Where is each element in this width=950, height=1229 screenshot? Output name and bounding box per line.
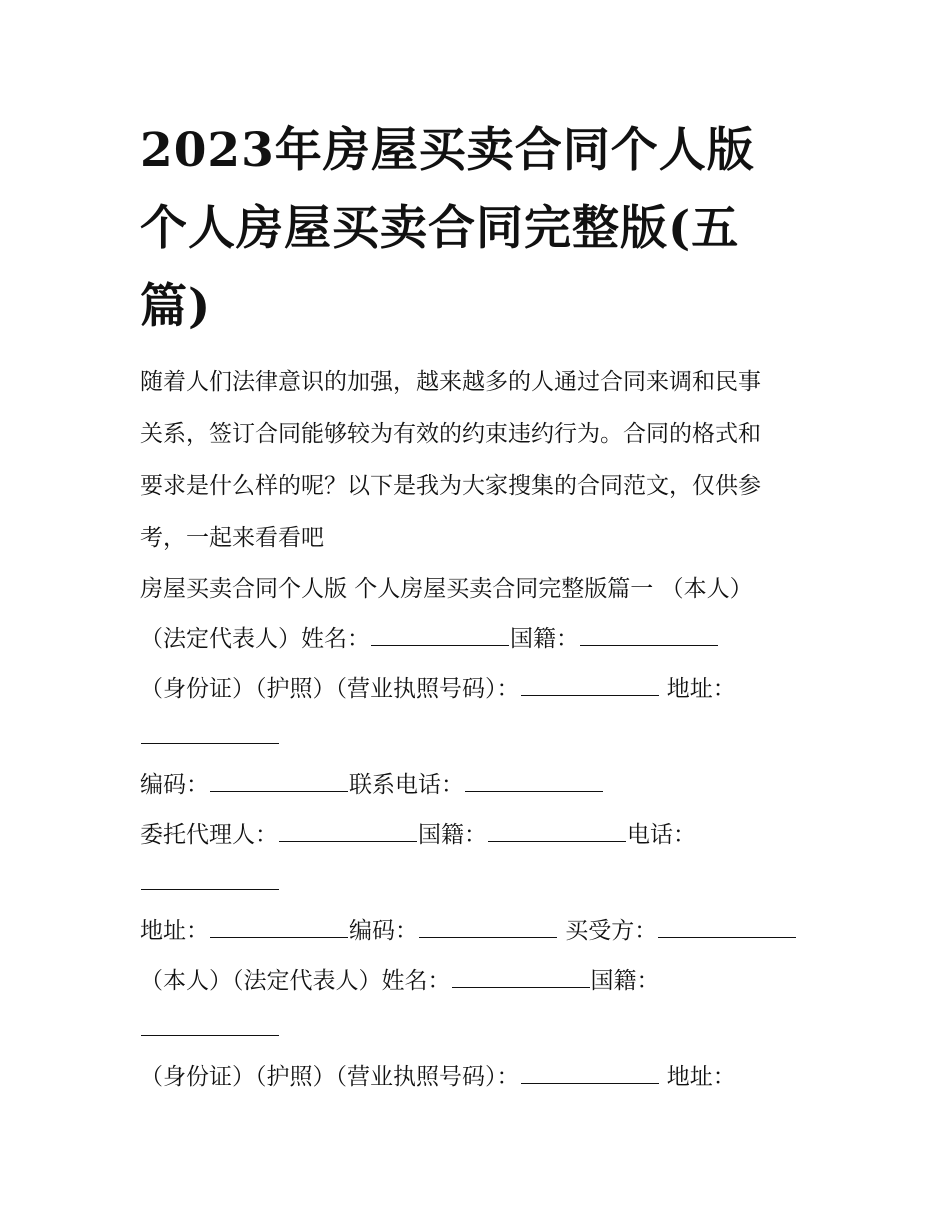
seller-address-blank-row [140, 714, 830, 760]
name-label: （法定代表人）姓名： [140, 626, 370, 652]
title-line-3: 篇) [140, 279, 212, 334]
buyer-nationality-blank [141, 1017, 279, 1036]
agent-postcode-blank [419, 919, 557, 938]
seller-id-row [140, 664, 830, 714]
agent-nationality-label: 国籍： [418, 822, 487, 848]
buyer-nationality-blank-row [140, 1006, 830, 1052]
postcode-blank [210, 773, 348, 792]
contact-phone-blank [465, 773, 603, 792]
contact-phone-label: 联系电话： [349, 772, 464, 798]
address-label: 地址： [659, 676, 736, 702]
id-label: （身份证）（护照）（营业执照号码）： [140, 676, 520, 702]
agent-row [140, 810, 830, 860]
name-blank [371, 627, 509, 646]
agent-nationality-blank [488, 823, 626, 842]
contract-heading-line: 房屋买卖合同个人版 个人房屋买卖合同完整版篇一 （本人） [140, 576, 753, 602]
buyer-label: 买受方： [558, 918, 658, 944]
agent-phone-label: 电话： [627, 822, 696, 848]
intro-line-2: 关系，签订合同能够较为有效的约束违约行为。合同的格式和 [140, 421, 761, 447]
buyer-name-label: （本人）（法定代表人）姓名： [140, 968, 451, 994]
buyer-id-label: （身份证）（护照）（营业执照号码）： [140, 1064, 520, 1090]
postcode-label: 编码： [140, 772, 209, 798]
agent-phone-blank-row [140, 860, 830, 906]
agent-address-label: 地址： [140, 918, 209, 944]
buyer-id-blank [521, 1065, 659, 1084]
agent-label: 委托代理人： [140, 822, 278, 848]
buyer-nationality-label: 国籍： [590, 968, 660, 994]
buyer-blank [658, 919, 796, 938]
agent-phone-blank [141, 871, 279, 890]
agent-blank [279, 823, 417, 842]
seller-postcode-row [140, 760, 830, 810]
agent-address-blank [210, 919, 348, 938]
buyer-name-blank [452, 969, 590, 988]
buyer-name-row [140, 956, 830, 1006]
document-title [140, 112, 820, 346]
seller-name-row [140, 614, 830, 664]
nationality-label: 国籍： [510, 626, 579, 652]
id-blank [521, 677, 659, 696]
document-body [140, 356, 830, 1102]
title-line-1: 2023年房屋买卖合同个人版 [140, 123, 755, 178]
buyer-id-row [140, 1052, 830, 1102]
agent-postcode-label: 编码： [349, 918, 418, 944]
intro-line-3: 要求是什么样的呢？以下是我为大家搜集的合同范文，仅供参 [140, 473, 761, 499]
title-line-2: 个人房屋买卖合同完整版(五 [140, 201, 740, 256]
agent-address-row [140, 906, 830, 956]
buyer-address-label: 地址： [659, 1064, 736, 1090]
address-blank [141, 725, 279, 744]
nationality-blank [580, 627, 718, 646]
intro-line-4: 考，一起来看看吧 [140, 525, 324, 551]
intro-paragraph [140, 356, 830, 564]
intro-line-1: 随着人们法律意识的加强，越来越多的人通过合同来调和民事 [140, 369, 761, 395]
